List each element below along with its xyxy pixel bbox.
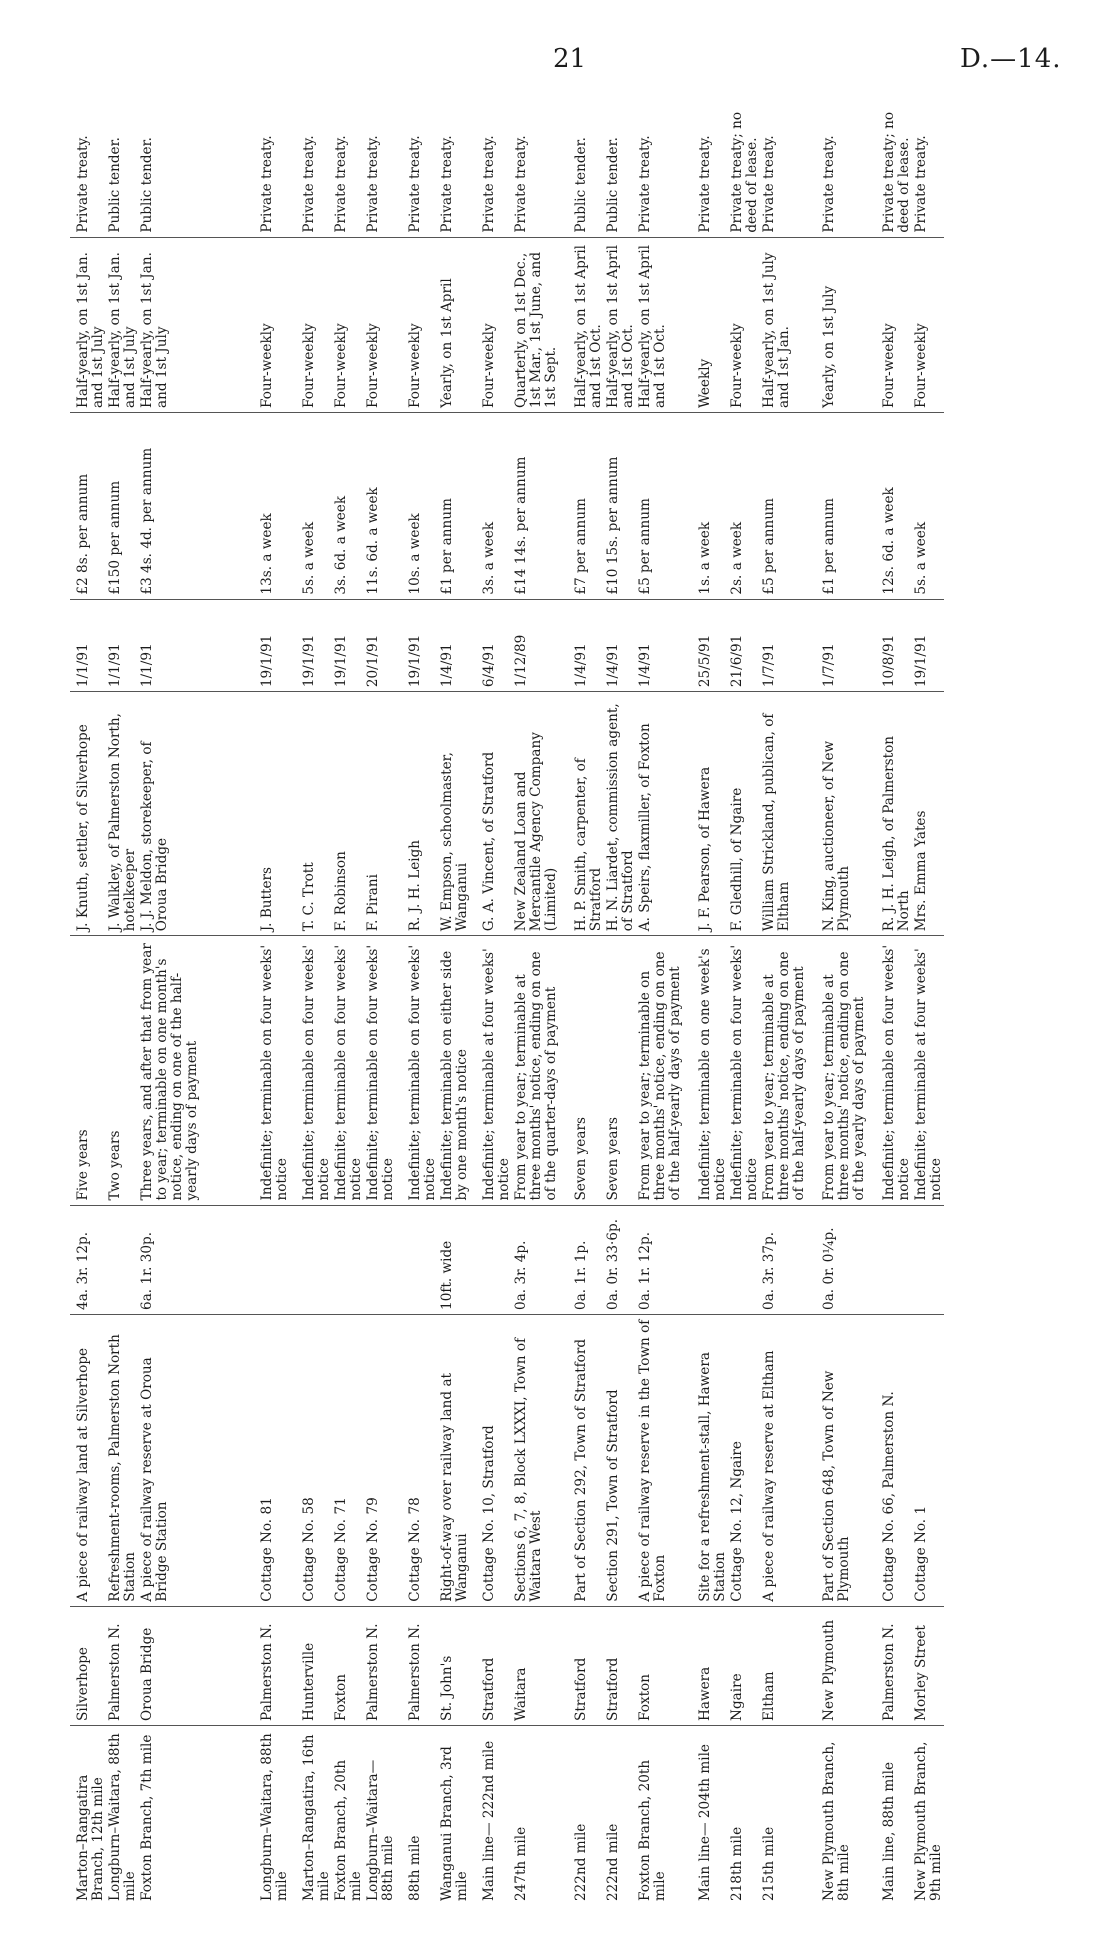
lessee-cell: G. A. Vincent, of Stratford [480,692,512,936]
lessee-cell: J. Walkley, of Palmerston North, hotelkeeper [106,692,138,936]
payment-terms-cell: Four-weekly [300,237,332,412]
lease-table-rotated [70,80,1060,1905]
commencement-date-cell: 1/7/91 [760,599,820,692]
term-cell: Indefinite; terminable on four weeks' notice [880,936,912,1205]
area-cell [480,1205,512,1314]
table-row [70,80,106,1905]
station-cell: Hawera [696,1606,728,1725]
lessee-cell: R. J. H. Leigh [406,692,438,936]
lessee-cell: H. P. Smith, carpenter, of Stratford [572,692,604,936]
lessee-cell: R. J. H. Leigh, of Palmerston North [880,692,912,936]
line-and-mileage-cell: Foxton Branch, 20th mile [637,1759,668,1901]
lessee-cell: William Strickland, publican, of Eltham [760,692,820,936]
station-cell: Eltham [760,1606,820,1725]
line-and-mileage-cell: Marton–Rangatira, 16th mile [301,1734,332,1901]
term-cell: Indefinite; terminable on either side by one month's notice [438,936,480,1205]
term-cell: Three years, and after that from year to year; terminable on one month's notice, ending on one of the half-yearly days of payment [138,936,234,1205]
area-cell [106,1205,138,1314]
commencement-date-cell: 1/1/91 [70,599,106,692]
description-cell: Cottage No. 79 [364,1314,406,1606]
payment-terms-cell: Half-yearly, on 1st July and 1st Jan. [760,237,820,412]
line-and-mileage-cell: Foxton Branch, 20th mile [333,1759,364,1901]
document-reference: D.—14. [960,44,1062,74]
area-cell: 6a. 1r. 30p. [138,1205,234,1314]
rent-cell: 13s. a week [234,413,300,600]
line-and-mileage-cell: Wanganui Branch, 3rd mile [439,1746,470,1901]
line-and-mileage-cell: 222nd mile [573,1823,589,1901]
table-row [332,80,364,1905]
area-cell [406,1205,438,1314]
commencement-date-cell: 1/4/91 [604,599,636,692]
payment-terms-cell: Four-weekly [728,237,760,412]
rent-cell: 1s. a week [696,413,728,600]
how-let-cell: Private treaty. [696,80,728,237]
payment-terms-cell: Weekly [696,237,728,412]
payment-terms-cell: Half-yearly, on 1st Jan. and 1st July [106,237,138,412]
lessee-cell: F. Gledhill, of Ngaire [728,692,760,936]
lessee-cell: Mrs. Emma Yates [912,692,944,936]
term-cell: Indefinite; terminable on four weeks' notice [728,936,760,1205]
lessee-cell: A. Speirs, flaxmiller, of Foxton [636,692,696,936]
description-cell: Section 291, Town of Stratford [604,1314,636,1606]
how-let-cell: Private treaty; no deed of lease. [728,80,760,237]
station-cell: Palmerston N. [234,1606,300,1725]
description-cell: A piece of railway reserve in the Town of Foxton [636,1314,696,1606]
lease-table-body [70,80,944,1905]
commencement-date-cell: 25/5/91 [696,599,728,692]
commencement-date-cell: 1/4/91 [636,599,696,692]
how-let-cell: Private treaty. [300,80,332,237]
area-cell: 0a. 0r. 0¼p. [820,1205,880,1314]
description-cell: Sections 6, 7, 8, Block LXXXI, Town of Waitara West [512,1314,572,1606]
line-and-mileage-cell: New Plymouth Branch, 9th mile [913,1741,944,1901]
table-row [406,80,438,1905]
description-cell: Cottage No. 10, Stratford [480,1314,512,1606]
lessee-cell: J. F. Pearson, of Hawera [696,692,728,936]
description-cell: Cottage No. 1 [912,1314,944,1606]
payment-terms-cell: Four-weekly [364,237,406,412]
station-cell: Stratford [572,1606,604,1725]
commencement-date-cell: 1/1/91 [138,599,234,692]
description-cell: A piece of railway reserve at Eltham [760,1314,820,1606]
how-let-cell: Public tender. [572,80,604,237]
station-cell: Foxton [636,1606,696,1725]
how-let-cell: Private treaty. [820,80,880,237]
commencement-date-cell: 21/6/91 [728,599,760,692]
page-number: 21 [553,44,587,74]
table-row [138,80,234,1905]
station-cell: St. John's [438,1606,480,1725]
table-row [912,80,944,1905]
rent-cell: £2 8s. per annum [70,413,106,600]
payment-terms-cell: Half-yearly, on 1st April and 1st Oct. [604,237,636,412]
description-cell: Cottage No. 66, Palmerston N. [880,1314,912,1606]
description-cell: Cottage No. 81 [234,1314,300,1606]
how-let-cell: Private treaty. [512,80,572,237]
how-let-cell: Private treaty. [438,80,480,237]
commencement-date-cell: 1/4/91 [438,599,480,692]
rent-cell: £3 4s. 4d. per annum [138,413,234,600]
commencement-date-cell: 1/1/91 [106,599,138,692]
line-and-mileage-cell: Longburn–Waitara, 88th mile [259,1733,290,1901]
description-cell: Cottage No. 12, Ngaire [728,1314,760,1606]
lessee-cell: New Zealand Loan and Mercantile Agency Company (Limited) [512,692,572,936]
description-cell: Part of Section 648, Town of New Plymouth [820,1314,880,1606]
payment-terms-cell: Yearly, on 1st April [438,237,480,412]
term-cell: Indefinite; terminable on four weeks' notice [332,936,364,1205]
term-cell: From year to year; terminable at three months' notice, ending on one of the quarter-days of payment [512,936,572,1205]
rent-cell: £5 per annum [636,413,696,600]
description-cell: Site for a refreshment-stall, Hawera Station [696,1314,728,1606]
lessee-cell: N. King, auctioneer, of New Plymouth [820,692,880,936]
term-cell: From year to year; terminable at three months' notice, ending on one of the half-yearly days of payment [760,936,820,1205]
line-and-mileage-cell: New Plymouth Branch, 8th mile [821,1741,852,1901]
table-row [728,80,760,1905]
rent-cell: £1 per annum [438,413,480,600]
station-cell: Morley Street [912,1606,944,1725]
rent-cell: 5s. a week [912,413,944,600]
station-cell: Waitara [512,1606,572,1725]
term-cell: Seven years [572,936,604,1205]
description-cell: Refreshment-rooms, Palmerston North Station [106,1314,138,1606]
term-cell: Indefinite; terminable at four weeks' notice [912,936,944,1205]
payment-terms-cell: Four-weekly [332,237,364,412]
station-cell: Hunterville [300,1606,332,1725]
lessee-cell: J. J. Meldon, storekeeper, of Oroua Bridge [138,692,234,936]
term-cell: Indefinite; terminable on four weeks' notice [300,936,332,1205]
area-cell [364,1205,406,1314]
lessee-cell: F. Pirani [364,692,406,936]
commencement-date-cell: 19/1/91 [912,599,944,692]
term-cell: Two years [106,936,138,1205]
how-let-cell: Private treaty. [760,80,820,237]
description-cell: Part of Section 292, Town of Stratford [572,1314,604,1606]
rent-cell: 10s. a week [406,413,438,600]
table-row [512,80,572,1905]
area-cell [234,1205,300,1314]
how-let-cell: Private treaty. [70,80,106,237]
lessee-cell: W. Empson, schoolmaster, Wanganui [438,692,480,936]
payment-terms-cell: Four-weekly [912,237,944,412]
rent-cell: 11s. 6d. a week [364,413,406,600]
area-cell: 0a. 1r. 12p. [636,1205,696,1314]
how-let-cell: Private treaty; no deed of lease. [880,80,912,237]
line-and-mileage-cell: Main line, 88th mile [881,1761,897,1901]
line-and-mileage-cell: Main line— 204th mile [697,1744,713,1901]
lessee-cell: T. C. Trott [300,692,332,936]
rent-cell: £5 per annum [760,413,820,600]
line-and-mileage-cell: Main line— 222nd mile [481,1740,497,1901]
line-and-mileage-cell: 215th mile [761,1826,777,1901]
area-cell [728,1205,760,1314]
line-and-mileage-cell: Foxton Branch, 7th mile [139,1734,155,1901]
how-let-cell: Private treaty. [480,80,512,237]
how-let-cell: Private treaty. [406,80,438,237]
commencement-date-cell: 1/4/91 [572,599,604,692]
rent-cell: 3s. 6d. a week [332,413,364,600]
area-cell [912,1205,944,1314]
payment-terms-cell: Half-yearly, on 1st Jan. and 1st July [138,237,234,412]
station-cell: Oroua Bridge [138,1606,234,1725]
station-cell: Palmerston N. [106,1606,138,1725]
commencement-date-cell: 19/1/91 [300,599,332,692]
area-cell: 0a. 3r. 4p. [512,1205,572,1314]
how-let-cell: Private treaty. [364,80,406,237]
station-cell: Palmerston N. [406,1606,438,1725]
how-let-cell: Private treaty. [234,80,300,237]
rent-cell: £7 per annum [572,413,604,600]
table-row [696,80,728,1905]
lessee-cell: F. Robinson [332,692,364,936]
commencement-date-cell: 1/12/89 [512,599,572,692]
table-row [572,80,604,1905]
station-cell: New Plymouth [820,1606,880,1725]
payment-terms-cell: Half-yearly, on 1st April and 1st Oct. [636,237,696,412]
term-cell: From year to year; terminable at three months' notice, ending on one of the yearly days of payment [820,936,880,1205]
payment-terms-cell: Four-weekly [880,237,912,412]
commencement-date-cell: 19/1/91 [234,599,300,692]
area-cell: 0a. 3r. 37p. [760,1205,820,1314]
description-cell: Cottage No. 71 [332,1314,364,1606]
table-row [604,80,636,1905]
area-cell: 0a. 0r. 33·6p. [604,1205,636,1314]
rent-cell: £10 15s. per annum [604,413,636,600]
area-cell [332,1205,364,1314]
station-cell: Stratford [480,1606,512,1725]
payment-terms-cell: Four-weekly [406,237,438,412]
commencement-date-cell: 19/1/91 [332,599,364,692]
term-cell: Seven years [604,936,636,1205]
payment-terms-cell: Yearly, on 1st July [820,237,880,412]
table-row [234,80,300,1905]
term-cell: Indefinite; terminable on four weeks' notice [364,936,406,1205]
table-row [820,80,880,1905]
term-cell: Indefinite; terminable on one week's notice [696,936,728,1205]
line-and-mileage-cell: Longburn–Waitara— 88th mile [365,1759,396,1901]
payment-terms-cell: Four-weekly [480,237,512,412]
commencement-date-cell: 1/7/91 [820,599,880,692]
rent-cell: £150 per annum [106,413,138,600]
lessee-cell: J. Knuth, settler, of Silverhope [70,692,106,936]
term-cell: Five years [70,936,106,1205]
line-and-mileage-cell: 218th mile [729,1826,745,1901]
line-and-mileage-cell: Longburn–Waitara, 88th mile [107,1733,138,1901]
commencement-date-cell: 19/1/91 [406,599,438,692]
line-and-mileage-cell: Marton–Rangatira Branch, 12th mile [75,1774,106,1901]
how-let-cell: Public tender. [138,80,234,237]
table-row [300,80,332,1905]
term-cell: Indefinite; terminable on four weeks' notice [406,936,438,1205]
rent-cell: 2s. a week [728,413,760,600]
how-let-cell: Public tender. [106,80,138,237]
term-cell: Indefinite; terminable on four weeks' notice [234,936,300,1205]
station-cell: Foxton [332,1606,364,1725]
payment-terms-cell: Quarterly, on 1st Dec., 1st Mar., 1st June, and 1st Sept. [512,237,572,412]
how-let-cell: Private treaty. [636,80,696,237]
description-cell: A piece of railway reserve at Oroua Bridge Station [138,1314,234,1606]
description-cell: Cottage No. 78 [406,1314,438,1606]
station-cell: Ngaire [728,1606,760,1725]
description-cell: Cottage No. 58 [300,1314,332,1606]
payment-terms-cell: Half-yearly, on 1st Jan. and 1st July [70,237,106,412]
rent-cell: 3s. a week [480,413,512,600]
rent-cell: 5s. a week [300,413,332,600]
rent-cell: £1 per annum [820,413,880,600]
table-row [480,80,512,1905]
term-cell: Indefinite; terminable at four weeks' notice [480,936,512,1205]
table-row [636,80,696,1905]
lease-table [70,80,944,1905]
table-row [106,80,138,1905]
commencement-date-cell: 6/4/91 [480,599,512,692]
area-cell: 10ft. wide [438,1205,480,1314]
commencement-date-cell: 10/8/91 [880,599,912,692]
payment-terms-cell: Half-yearly, on 1st April and 1st Oct. [572,237,604,412]
description-cell: Right-of-way over railway land at Wanganui [438,1314,480,1606]
how-let-cell: Private treaty. [332,80,364,237]
payment-terms-cell: Four-weekly [234,237,300,412]
table-row [880,80,912,1905]
station-cell: Palmerston N. [880,1606,912,1725]
term-cell: From year to year; terminable on three months' notice, ending on one of the half-yearly days of payment [636,936,696,1205]
how-let-cell: Public tender. [604,80,636,237]
rent-cell: £14 14s. per annum [512,413,572,600]
area-cell [880,1205,912,1314]
line-and-mileage-cell: 88th mile [407,1835,423,1901]
area-cell: 4a. 3r. 12p. [70,1205,106,1314]
table-row [364,80,406,1905]
line-and-mileage-cell: 247th mile [513,1826,529,1901]
line-and-mileage-cell: 222nd mile [605,1823,621,1901]
station-cell: Silverhope [70,1606,106,1725]
station-cell: Stratford [604,1606,636,1725]
rent-cell: 12s. 6d. a week [880,413,912,600]
commencement-date-cell: 20/1/91 [364,599,406,692]
lessee-cell: J. Butters [234,692,300,936]
how-let-cell: Private treaty. [912,80,944,237]
table-row [760,80,820,1905]
area-cell [300,1205,332,1314]
station-cell: Palmerston N. [364,1606,406,1725]
lessee-cell: H. N. Liardet, commission agent, of Stratford [604,692,636,936]
description-cell: A piece of railway land at Silverhope [70,1314,106,1606]
area-cell [696,1205,728,1314]
table-row [438,80,480,1905]
area-cell: 0a. 1r. 1p. [572,1205,604,1314]
